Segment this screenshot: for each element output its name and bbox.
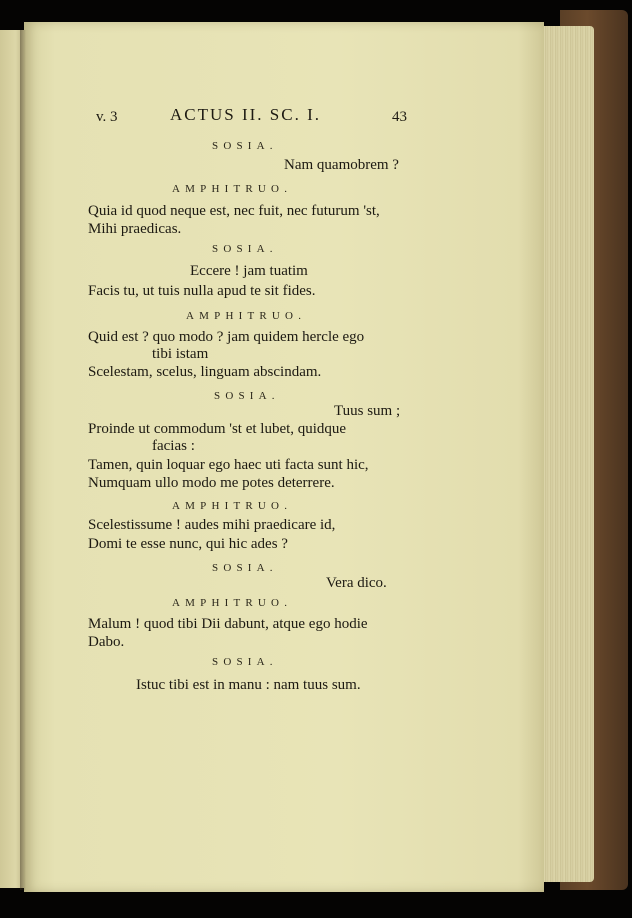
- verse-line: facias :: [152, 438, 195, 454]
- speaker-name: SOSIA.: [214, 390, 280, 402]
- page-edges: [536, 26, 594, 882]
- verse-line: Facis tu, ut tuis nulla apud te sit fides.: [88, 283, 316, 299]
- verse-line: Quid est ? quo modo ? jam quidem hercle ego: [88, 329, 365, 345]
- page-gutter: [20, 30, 26, 890]
- verse-line: Tamen, quin loquar ego haec uti facta sunt hic,: [88, 457, 369, 473]
- speaker-name: AMPHITRUO.: [172, 597, 293, 609]
- speaker-name: SOSIA.: [212, 656, 278, 668]
- verse-line: tibi istam: [152, 346, 209, 362]
- verse-line: Eccere ! jam tuatim: [190, 263, 308, 279]
- verse-line: Scelestam, scelus, linguam abscindam.: [88, 364, 322, 380]
- verse-line: Istuc tibi est in manu : nam tuus sum.: [136, 677, 361, 693]
- verse-line: Quia id quod neque est, nec fuit, nec futurum 'st,: [88, 203, 380, 219]
- verse-line: Scelestissume ! audes mihi praedicare id,: [88, 517, 336, 533]
- verse-line: Mihi praedicas.: [88, 221, 182, 237]
- verse-line: Numquam ullo modo me potes deterrere.: [88, 475, 335, 491]
- verse-line: Domi te esse nunc, qui hic ades ?: [88, 536, 288, 552]
- verse-line: Dabo.: [88, 634, 125, 650]
- speaker-name: AMPHITRUO.: [172, 500, 293, 512]
- speaker-name: SOSIA.: [212, 140, 278, 152]
- signature-mark: v. 3: [96, 109, 118, 125]
- speaker-name: AMPHITRUO.: [172, 183, 293, 195]
- page-number: 43: [392, 109, 407, 125]
- speaker-name: AMPHITRUO.: [186, 310, 307, 322]
- verse-line: Malum ! quod tibi Dii dabunt, atque ego hodie: [88, 616, 368, 632]
- verse-line: Tuus sum ;: [334, 403, 401, 419]
- running-title: ACTUS II. SC. I.: [170, 105, 322, 124]
- verse-line: Vera dico.: [326, 575, 387, 591]
- speaker-name: SOSIA.: [212, 562, 278, 574]
- speaker-name: SOSIA.: [212, 243, 278, 255]
- verse-line: Nam quamobrem ?: [284, 157, 399, 173]
- verse-line: Proinde ut commodum 'st et lubet, quidque: [88, 421, 347, 437]
